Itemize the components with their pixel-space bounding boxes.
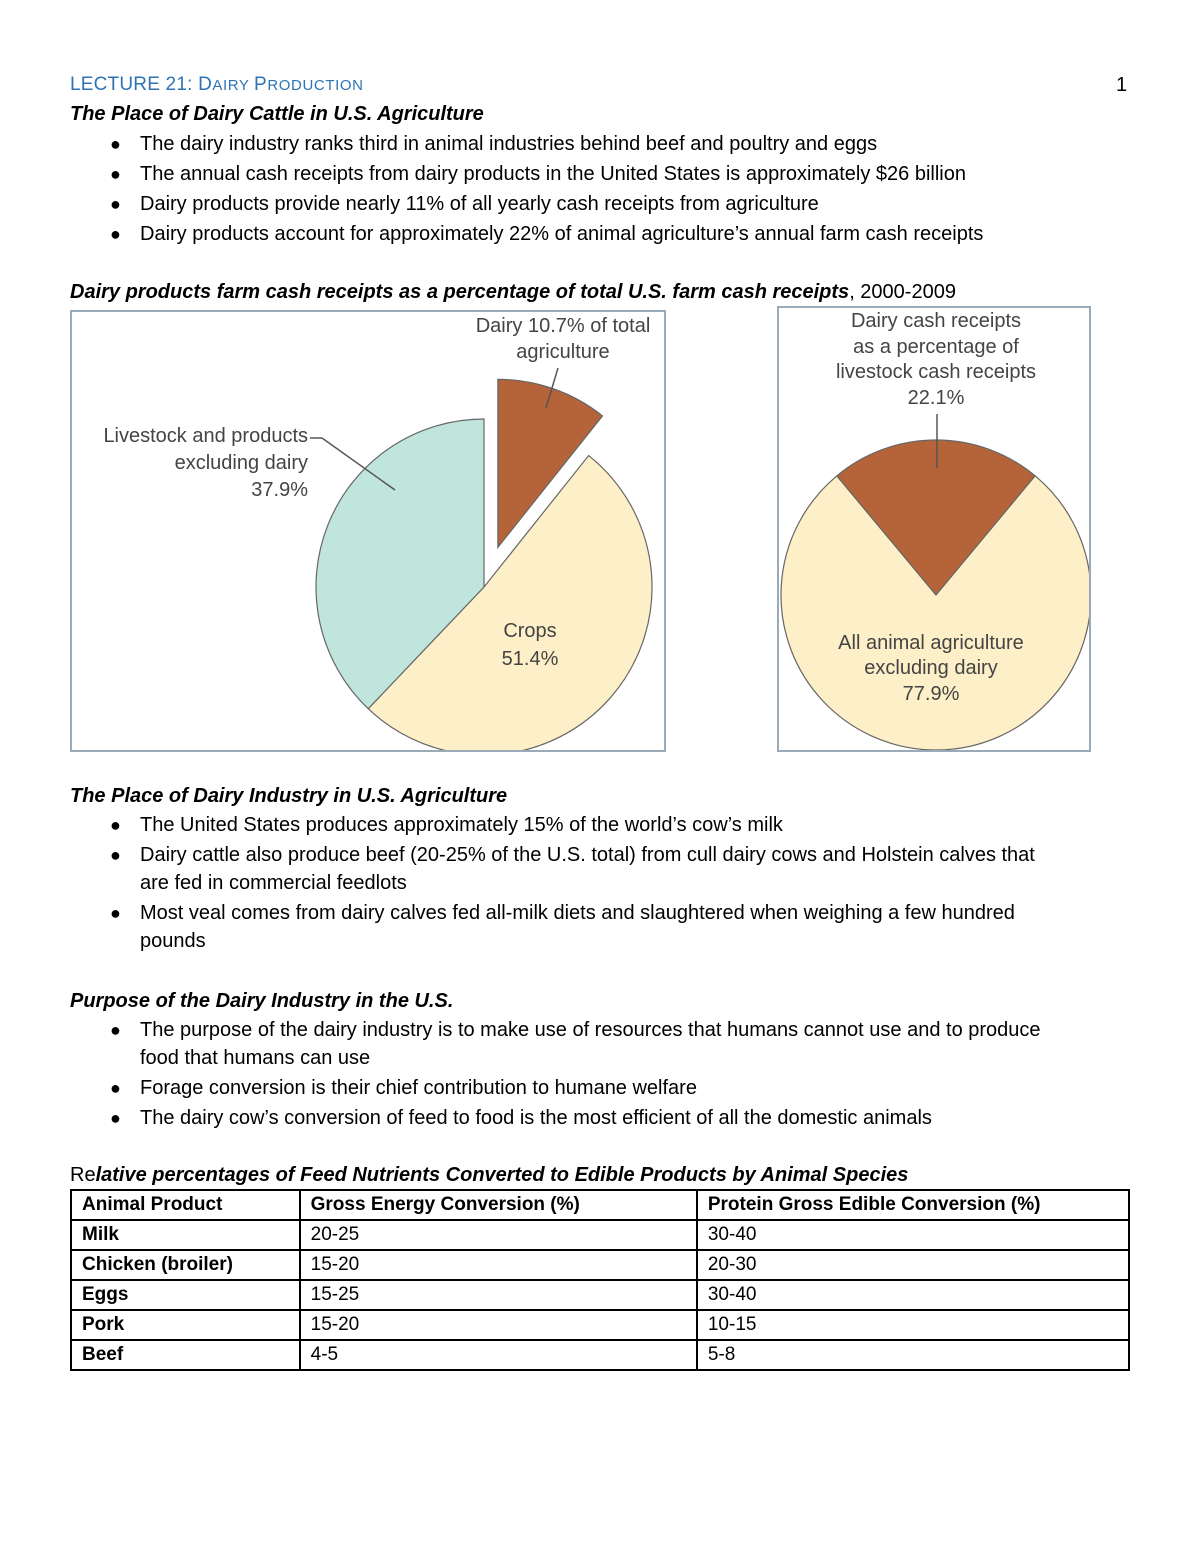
bullet-icon: ● bbox=[110, 1078, 121, 1098]
bullet-icon: ● bbox=[110, 1108, 121, 1128]
label-livestock-line3: 37.9% bbox=[251, 479, 308, 501]
list-item: ● The purpose of the dairy industry is to make use of resources that humans cannot use and to produce food that humans can use bbox=[70, 1016, 1160, 1072]
list-item: ● The dairy industry ranks third in animal industries behind beef and poultry and eggs bbox=[70, 129, 1150, 159]
section-heading-dairy-cattle: The Place of Dairy Cattle in U.S. Agriculture bbox=[70, 103, 484, 125]
label-dairy-line2: as a percentage of bbox=[853, 336, 1019, 358]
table-cell: 30-40 bbox=[697, 1280, 1129, 1310]
conversion-table bbox=[70, 1189, 1130, 1371]
bullet-icon: ● bbox=[110, 903, 121, 923]
table-cell: 10-15 bbox=[697, 1310, 1129, 1340]
list-item: ● Forage conversion is their chief contribution to humane welfare bbox=[70, 1074, 1160, 1102]
table-row bbox=[71, 1280, 1129, 1310]
label-other-line2: excluding dairy bbox=[864, 657, 998, 679]
section-heading-purpose: Purpose of the Dairy Industry in the U.S. bbox=[70, 990, 454, 1012]
table-cell: 20-25 bbox=[300, 1220, 697, 1250]
table-cell: Eggs bbox=[71, 1280, 300, 1310]
bullet-icon: ● bbox=[110, 224, 121, 244]
list-item: ● Dairy cattle also produce beef (20-25% of the U.S. total) from cull dairy cows and Holstein calves that are fed in commercial feedlots bbox=[70, 841, 1160, 897]
table-row bbox=[71, 1340, 1129, 1370]
label-dairy-line4: 22.1% bbox=[907, 387, 965, 409]
list-item: ● Dairy products provide nearly 11% of all yearly cash receipts from agriculture bbox=[70, 189, 1150, 219]
table-cell: Beef bbox=[71, 1340, 300, 1370]
lecture-topic: DAIRY PRODUCTION bbox=[198, 74, 364, 95]
section-heading-dairy-industry: The Place of Dairy Industry in U.S. Agriculture bbox=[70, 785, 508, 807]
bullet-icon: ● bbox=[110, 194, 121, 214]
bullet-list-purpose bbox=[70, 1016, 1160, 1134]
figure-caption: Dairy products farm cash receipts as a percentage of total U.S. farm cash receipts, 2000-2009 bbox=[70, 281, 956, 303]
column-header: Protein Gross Edible Conversion (%) bbox=[697, 1190, 1129, 1220]
table-row bbox=[71, 1250, 1129, 1280]
bullet-icon: ● bbox=[110, 164, 121, 184]
table-cell: 15-25 bbox=[300, 1280, 697, 1310]
table-cell: Pork bbox=[71, 1310, 300, 1340]
table-row bbox=[71, 1310, 1129, 1340]
table-caption: Relative percentages of Feed Nutrients Converted to Edible Products by Animal Species bbox=[70, 1164, 909, 1186]
pie-slices bbox=[316, 379, 652, 750]
table-cell: 4-5 bbox=[300, 1340, 697, 1370]
list-item: ● The dairy cow’s conversion of feed to food is the most efficient of all the domestic animals bbox=[70, 1104, 1160, 1132]
column-header: Gross Energy Conversion (%) bbox=[300, 1190, 697, 1220]
bullet-icon: ● bbox=[110, 845, 121, 865]
lecture-label: LECTURE 21: bbox=[70, 74, 193, 95]
table-header-row bbox=[71, 1190, 1129, 1220]
table-cell: 15-20 bbox=[300, 1310, 697, 1340]
table-cell: Milk bbox=[71, 1220, 300, 1250]
list-item: ● Dairy products account for approximately 22% of animal agriculture’s annual farm cash receipts bbox=[70, 219, 1150, 249]
label-dairy-line1: Dairy cash receipts bbox=[850, 310, 1022, 332]
label-livestock-line2: excluding dairy bbox=[174, 452, 308, 474]
pie-chart-livestock bbox=[779, 308, 1089, 750]
list-item: ● The United States produces approximately 15% of the world’s cow’s milk bbox=[70, 811, 1160, 839]
label-other-line3: 77.9% bbox=[902, 683, 960, 705]
label-crops-line2: 51.4% bbox=[501, 648, 559, 670]
chart-total-agriculture bbox=[70, 310, 666, 752]
pie-chart-total bbox=[72, 312, 664, 750]
table-cell: 30-40 bbox=[697, 1220, 1129, 1250]
table-cell: Chicken (broiler) bbox=[71, 1250, 300, 1280]
label-livestock-line1: Livestock and products bbox=[103, 425, 308, 447]
lecture-title bbox=[70, 74, 364, 96]
label-other-line1: All animal agriculture bbox=[838, 632, 1024, 654]
bullet-icon: ● bbox=[110, 1020, 121, 1040]
bullet-list-dairy-cattle bbox=[70, 129, 1150, 249]
bullet-icon: ● bbox=[110, 815, 121, 835]
chart-livestock-receipts bbox=[777, 306, 1091, 752]
bullet-list-dairy-industry bbox=[70, 811, 1160, 957]
table-row bbox=[71, 1220, 1129, 1250]
bullet-icon: ● bbox=[110, 134, 121, 154]
list-item: ● Most veal comes from dairy calves fed all-milk diets and slaughtered when weighing a few hundred pounds bbox=[70, 899, 1160, 955]
page-number: 1 bbox=[1116, 74, 1128, 96]
table-cell: 15-20 bbox=[300, 1250, 697, 1280]
table-cell: 5-8 bbox=[697, 1340, 1129, 1370]
label-dairy-line1: Dairy 10.7% of total bbox=[475, 315, 651, 337]
label-crops-line1: Crops bbox=[503, 620, 557, 642]
list-item: ● The annual cash receipts from dairy products in the United States is approximately $26 billion bbox=[70, 159, 1150, 189]
column-header: Animal Product bbox=[71, 1190, 300, 1220]
label-dairy-line2: agriculture bbox=[516, 341, 610, 363]
table-cell: 20-30 bbox=[697, 1250, 1129, 1280]
label-dairy-line3: livestock cash receipts bbox=[835, 361, 1037, 383]
